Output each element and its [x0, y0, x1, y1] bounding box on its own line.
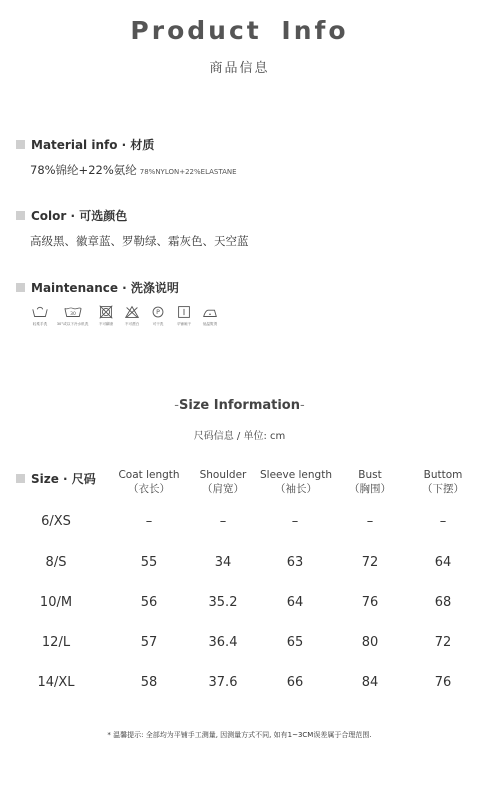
care-icons [30, 305, 220, 327]
row-size-label: 10/M [39, 595, 73, 610]
table-cell: 63 [286, 555, 304, 570]
table-row [0, 595, 479, 611]
svg-text:P: P [156, 309, 160, 317]
table-cell: – [291, 514, 299, 529]
table-cell: 76 [361, 595, 379, 610]
row-size-label: 6/XS [41, 514, 71, 529]
table-cell: 35.2 [208, 595, 238, 610]
color-heading [16, 207, 127, 224]
table-cell: 66 [286, 675, 304, 690]
table-row [0, 675, 479, 691]
table-cell: 56 [140, 595, 158, 610]
column-header-shoulder: Shoulder （肩宽） [199, 469, 247, 495]
table-cell: 64 [286, 595, 304, 610]
row-size-label: 14/XL [37, 675, 75, 690]
column-header-buttom: Buttom （下摆） [422, 469, 464, 495]
page-subtitle: 商品信息 [209, 61, 270, 76]
table-row [0, 635, 479, 651]
page-title: Product Info [130, 16, 349, 45]
material-value [30, 162, 237, 178]
table-row [0, 555, 479, 571]
table-cell: 72 [434, 635, 452, 650]
no-bleach-icon [123, 305, 141, 319]
line-dry-icon [175, 305, 193, 319]
care-item: 30 30°或以下冷水机洗 [56, 305, 90, 327]
maintenance-heading [16, 279, 179, 296]
wash-30-icon [64, 305, 82, 319]
table-cell: 68 [434, 595, 452, 610]
table-cell: 37.6 [208, 675, 238, 690]
table-cell: 57 [140, 635, 158, 650]
svg-text:30: 30 [70, 312, 76, 318]
column-header-bust: Bust （胸围） [349, 469, 391, 495]
care-item: 轻柔手洗 [30, 305, 50, 327]
square-bullet-icon [16, 474, 25, 483]
row-size-label: 8/S [45, 555, 67, 570]
low-iron-icon [201, 305, 219, 319]
size-table-corner-text: Size · 尺码 [31, 472, 96, 486]
table-row [0, 514, 479, 530]
table-cell: 64 [434, 555, 452, 570]
measurement-note: * 温馨提示: 全部均为平铺手工测量, 因测量方式不同, 如有1~3CM误差属于合理范围. [107, 731, 372, 739]
size-section-subtitle: 尺码信息 / 单位: cm [193, 431, 286, 442]
care-item: 不可漂白 [122, 305, 142, 327]
table-cell: – [366, 514, 374, 529]
row-size-label: 12/L [41, 635, 71, 650]
care-item: 平铺晾干 [174, 305, 194, 327]
material-heading [16, 136, 154, 153]
material-heading-text: Material info · 材质 [31, 138, 155, 152]
size-table-corner [16, 470, 96, 487]
care-item: P 可干洗 [148, 305, 168, 327]
color-value: 高级黑、徽章蓝、罗勒绿、霜灰色、天空蓝 [30, 234, 249, 248]
square-bullet-icon [16, 140, 25, 149]
material-value-en: 78%NYLON+22%ELASTANE [139, 168, 237, 176]
dry-clean-p-icon [149, 305, 167, 319]
care-item: 低温熨烫 [200, 305, 220, 327]
table-cell: – [439, 514, 447, 529]
square-bullet-icon [16, 283, 25, 292]
table-cell: 84 [361, 675, 379, 690]
column-header-sleeve-length: Sleeve length （袖长） [260, 469, 332, 495]
table-cell: 76 [434, 675, 452, 690]
material-value-cn: 78%锦纶+22%氨纶 [30, 163, 137, 177]
column-header-coat-length: Coat length （衣长） [118, 469, 180, 495]
maintenance-heading-text: Maintenance · 洗涤说明 [31, 281, 179, 295]
table-cell: 72 [361, 555, 379, 570]
size-section-title: -Size Information- [174, 398, 305, 413]
table-cell: 58 [140, 675, 158, 690]
table-cell: 55 [140, 555, 158, 570]
no-tumble-dry-icon [97, 305, 115, 319]
table-cell: 65 [286, 635, 304, 650]
hand-wash-icon [31, 305, 49, 319]
table-cell: 36.4 [208, 635, 238, 650]
square-bullet-icon [16, 211, 25, 220]
table-cell: 34 [214, 555, 232, 570]
table-cell: – [219, 514, 227, 529]
table-cell: – [145, 514, 153, 529]
color-heading-text: Color · 可选颜色 [31, 209, 128, 223]
table-cell: 80 [361, 635, 379, 650]
care-item: 不可翻滚 [96, 305, 116, 327]
